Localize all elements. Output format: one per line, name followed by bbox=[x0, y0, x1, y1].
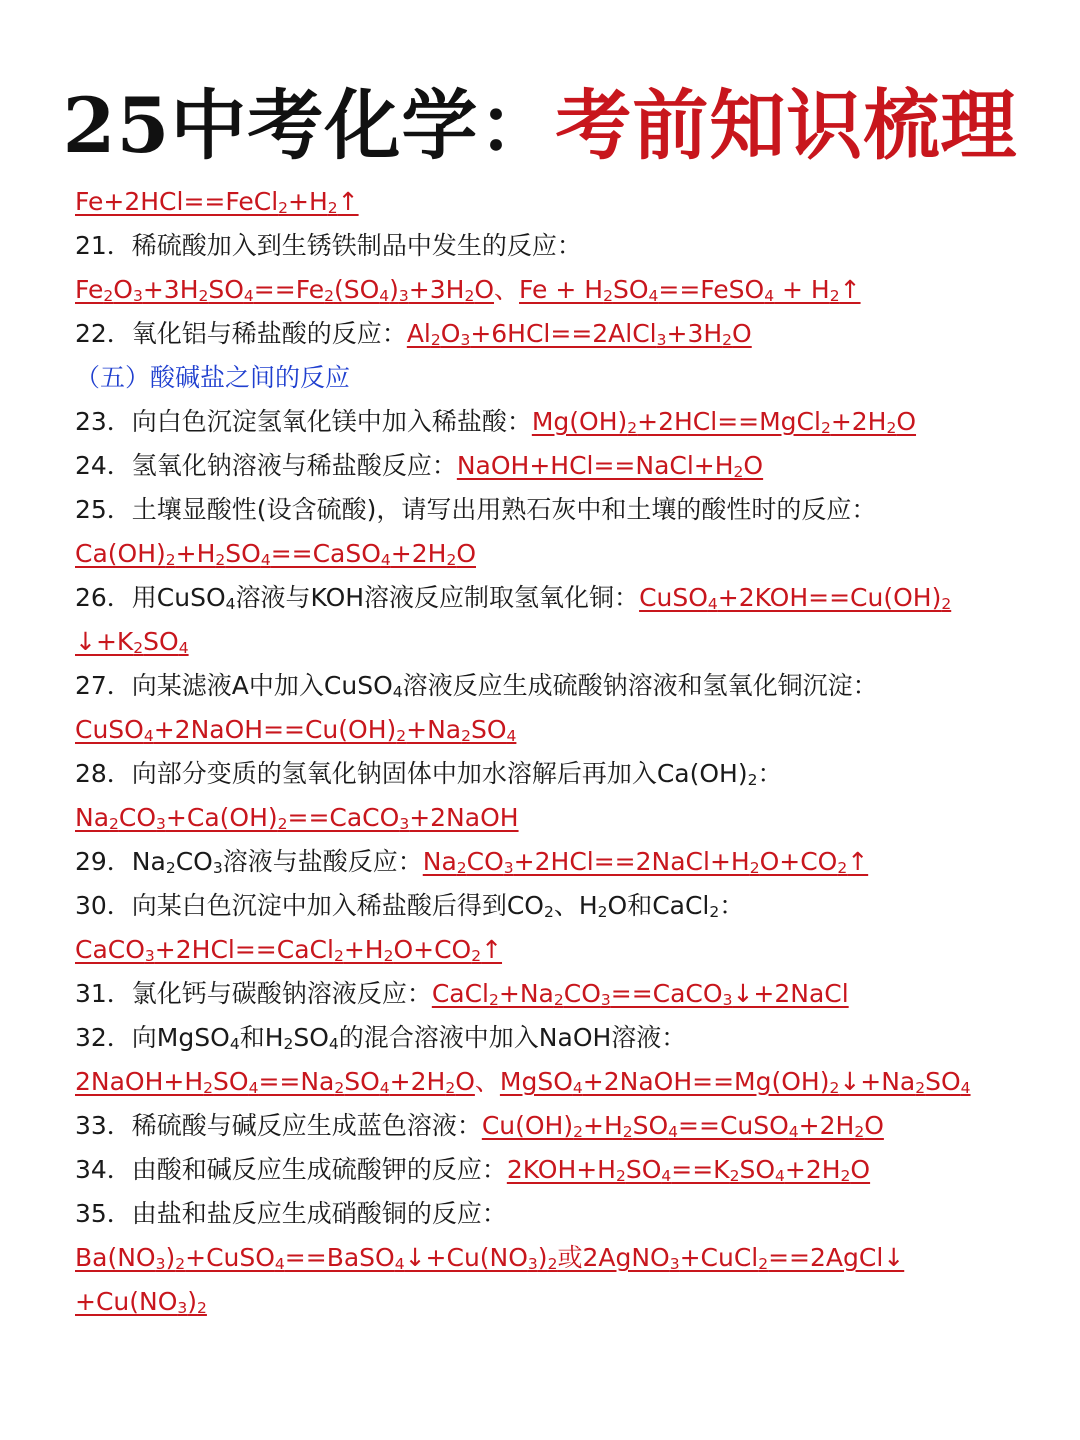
equation-text: $Al_2O_3+6HCl==2AlCl_3+3H_2O$ bbox=[406, 319, 752, 349]
equation-text: $CaCO_3+2HCl==CaCl_2+H_2O+CO_2↑$ bbox=[75, 935, 503, 965]
equation-line bbox=[75, 708, 1035, 752]
equation-text: $Mg(OH)_2+2HCl==MgCl_2+2H_2O$ bbox=[531, 407, 917, 437]
question-line bbox=[75, 1104, 1035, 1148]
question-line bbox=[75, 488, 1035, 532]
equation-text: $CaCl_2+Na_2CO_3==CaCO_3↓+2NaCl$ bbox=[431, 979, 849, 1009]
equation-text: $Na_2CO_3+Ca(OH)_2==CaCO_3+2NaOH$ bbox=[75, 803, 519, 833]
question-line bbox=[75, 224, 1035, 268]
title-highlight: 考前知识梳理 bbox=[555, 81, 1018, 170]
question-line bbox=[75, 664, 1035, 708]
equation-line bbox=[75, 620, 1035, 664]
equation-line bbox=[75, 1236, 1035, 1280]
section-heading-text: （五）酸碱盐之间的反应 bbox=[75, 363, 351, 392]
equation-text: $+Cu(NO_3)_2$ bbox=[75, 1287, 207, 1317]
equation-separator: 、 bbox=[494, 275, 520, 304]
equation-text: $Ba(NO_3)_2+CuSO_4==BaSO_4↓+Cu(NO_3)_2$或2AgNO$_3$+CuCl$_2$==2AgCl↓ bbox=[75, 1243, 905, 1273]
equation-line bbox=[75, 796, 1035, 840]
question-line bbox=[75, 752, 1035, 796]
question-text: 25．土壤显酸性(设含硫酸)，请写出用熟石灰中和土壤的酸性时的反应： bbox=[75, 495, 877, 524]
question-text: 33．稀硫酸与碱反应生成蓝色溶液： bbox=[75, 1111, 482, 1140]
title-prefix: 25中考化学： bbox=[62, 81, 556, 170]
equation-text: $↓+K_2SO_4$ bbox=[75, 627, 189, 657]
question-line bbox=[75, 840, 1035, 884]
question-line bbox=[75, 444, 1035, 488]
question-text: 31．氯化钙与碳酸钠溶液反应： bbox=[75, 979, 432, 1008]
question-text: 21．稀硫酸加入到生锈铁制品中发生的反应： bbox=[75, 231, 582, 260]
question-line bbox=[75, 1192, 1035, 1236]
equation-separator: 、 bbox=[474, 1067, 500, 1096]
equation-text: $2KOH+H_2SO_4==K_2SO_4+2H_2O$ bbox=[506, 1155, 871, 1185]
equation-text: $Na_2CO_3+2HCl==2NaCl+H_2O+CO_2↑$ bbox=[422, 847, 869, 877]
question-text: 32．向MgSO$_4$和$H_2SO_4$的混合溶液中加入NaOH溶液： bbox=[75, 1023, 687, 1053]
question-line bbox=[75, 312, 1035, 356]
question-line bbox=[75, 1016, 1035, 1060]
equation-text: $MgSO_4+2NaOH==Mg(OH)_2↓+Na_2SO_4$ bbox=[499, 1067, 971, 1097]
question-line bbox=[75, 972, 1035, 1016]
question-line bbox=[75, 884, 1035, 928]
equation-line bbox=[75, 268, 1035, 312]
question-text: 35．由盐和盐反应生成硝酸铜的反应： bbox=[75, 1199, 507, 1228]
equation-text: $NaOH+HCl==NaCl+H_2O$ bbox=[456, 451, 764, 481]
question-text: 28．向部分变质的氢氧化钠固体中加水溶解后再加入$Ca(OH)_2$： bbox=[75, 759, 783, 789]
equation-line bbox=[75, 532, 1035, 576]
section-heading bbox=[75, 356, 1035, 400]
equation-line bbox=[75, 1280, 1035, 1324]
question-line bbox=[75, 576, 1035, 620]
equation-text: $Fe+2HCl==FeCl_2+H_2↑$ bbox=[75, 187, 359, 217]
equation-text: $CuSO_4+2KOH==Cu(OH)_2$ bbox=[639, 583, 952, 613]
equation-text: $CuSO_4+2NaOH==Cu(OH)_2+Na_2SO_4$ bbox=[75, 715, 517, 745]
question-line bbox=[75, 400, 1035, 444]
equation-line bbox=[75, 180, 1035, 224]
equation-text: $Cu(OH)_2+H_2SO_4==CuSO_4+2H_2O$ bbox=[481, 1111, 884, 1141]
page-title bbox=[0, 78, 1080, 174]
question-text: 24．氢氧化钠溶液与稀盐酸反应： bbox=[75, 451, 457, 480]
equation-line bbox=[75, 1060, 1035, 1104]
question-text: 27．向某滤液A中加入CuSO$_4$溶液反应生成硫酸钠溶液和氢氧化铜沉淀： bbox=[75, 671, 878, 701]
question-line bbox=[75, 1148, 1035, 1192]
question-text: 22．氧化铝与稀盐酸的反应： bbox=[75, 319, 407, 348]
question-text: 23．向白色沉淀氢氧化镁中加入稀盐酸： bbox=[75, 407, 532, 436]
reaction-list bbox=[75, 180, 1035, 1324]
question-text: 30．向某白色沉淀中加入稀盐酸后得到$CO_2$、$H_2O$和CaCl$_2$： bbox=[75, 891, 745, 921]
equation-line bbox=[75, 928, 1035, 972]
equation-text: $Ca(OH)_2+H_2SO_4==CaSO_4+2H_2O$ bbox=[75, 539, 476, 569]
question-text: 29．$Na_2CO_3$溶液与盐酸反应： bbox=[75, 847, 423, 877]
equation-text: $2NaOH+H_2SO_4==Na_2SO_4+2H_2O$ bbox=[75, 1067, 475, 1097]
question-text: 34．由酸和碱反应生成硫酸钾的反应： bbox=[75, 1155, 507, 1184]
question-text: 26．用CuSO$_4$溶液与KOH溶液反应制取氢氧化铜： bbox=[75, 583, 640, 613]
equation-text: $Fe + H_2SO_4==FeSO_4$ + $H_2↑$ bbox=[519, 275, 861, 305]
equation-text: $Fe_2O_3+3H_2SO_4==Fe_2(SO_4)_3+3H_2O$ bbox=[75, 275, 495, 305]
